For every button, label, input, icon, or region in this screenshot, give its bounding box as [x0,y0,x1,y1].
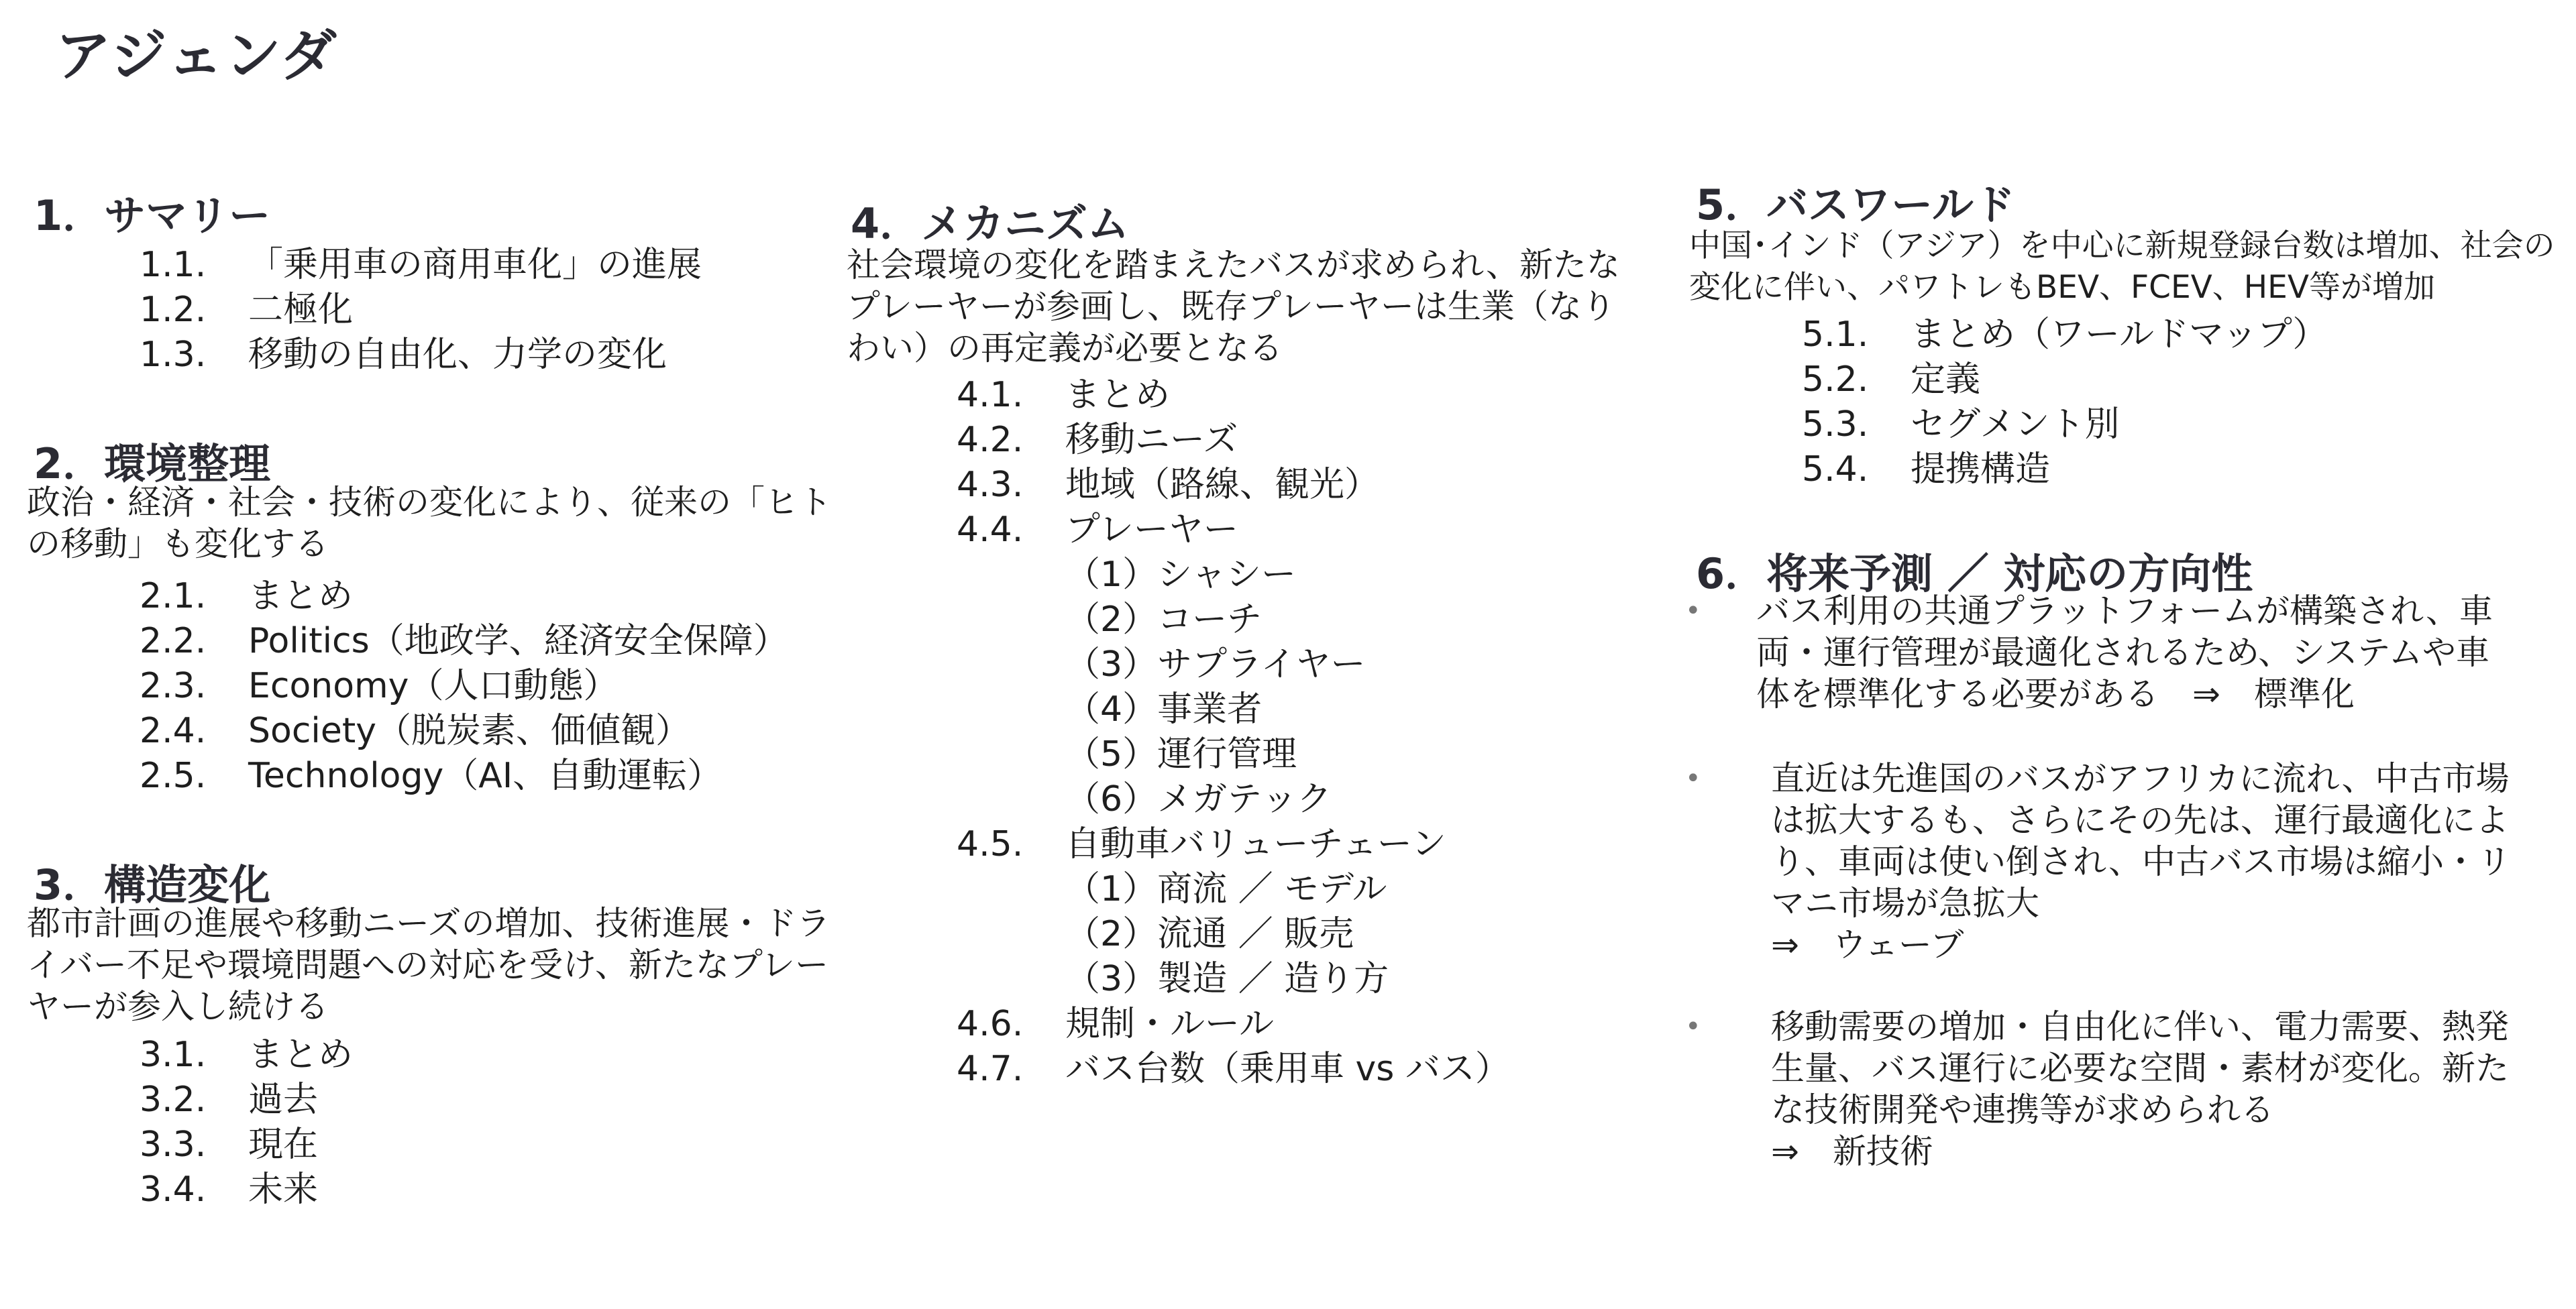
list-item: 1.3. 移動の自由化、力学の変化 [140,335,667,375]
list-item: 5.2. 定義 [1802,359,1981,400]
page-title: アジェンダ [55,23,338,89]
section-4-heading: 4．メカニズム [851,199,1130,248]
section-3-list [140,1033,353,1212]
list-item: （2）コーチ [1065,600,1263,640]
list-item: 3.2. 過去 [140,1080,319,1120]
list-item: 5.3. セグメント別 [1802,404,2120,445]
section-2-heading: 2．環境整理 [34,439,271,488]
list-item: 2.2. Politics（地政学、経済安全保障） [140,621,788,661]
section-4-description: 社会環境の変化を踏まえたバスが求められ、新たな プレーヤーが参画し、既存プレーヤーは生業（なり わい）の再定義が必要となる [847,245,1620,367]
section-6-heading: 6．将来予測 ／ 対応の方向性 [1696,549,2253,598]
section-4-item-4-5 [957,822,1446,867]
list-item: 2.1. まとめ [140,576,354,616]
list-item: 4.1. まとめ [957,375,1171,415]
section-3-heading: 3．構造変化 [34,860,271,909]
list-item: 4.2. 移動ニーズ [957,420,1238,460]
list-item: 3.3. 現在 [140,1125,319,1165]
list-item: （3）サプライヤー [1065,644,1366,685]
section-6-bullet-3: 移動需要の増加・自由化に伴い、電力需要、熱発 生量、バス運行に必要な空間・素材が変化。新た な技術開発や連携等が求められる ⇒ 新技術 [1771,1007,2509,1171]
section-5-list [1802,312,2327,492]
list-item: 1.1. 「乗用車の商用車化」の進展 [140,245,702,285]
list-item: （6）メガテック [1065,779,1332,819]
list-item: 2.4. Society（脱炭素、価値観） [140,711,691,751]
list-item: （1）シャシー [1065,555,1297,595]
section-2-list [140,574,788,799]
list-item: 5.1. まとめ（ワールドマップ） [1802,315,2328,355]
section-4-chain-list [1065,867,1389,1002]
list-item: 3.1. まとめ [140,1035,354,1075]
section-6-bullet-1: バス利用の共通プラットフォームが構築され、車 両・運行管理が最適化されるため、システムや車 体を標準化する必要がある ⇒ 標準化 [1756,591,2493,714]
list-item: 4.6. 規制・ルール [957,1004,1274,1044]
bullet-icon: • [1685,595,1701,626]
section-3-description: 都市計画の進展や移動ニーズの増加、技術進展・ドラ イバー不足や環境問題への対応を受け、新たなプレー ヤーが参入し続ける [27,904,830,1026]
section-5-description: 中国･インド（アジア）を中心に新規登録台数は増加、社会の 変化に伴い、パワトレもBEV、FCEV、HEV等が増加 [1689,227,2555,306]
bullet-icon: • [1685,763,1701,794]
section-2-description: 政治・経済・社会・技術の変化により、従来の「ヒト の移動」も変化する [27,483,832,563]
section-6-bullet-2: 直近は先進国のバスがアフリカに流れ、中古市場 は拡大するも、さらにその先は、運行最適化によ り、車両は使い倒され、中古バス市場は縮小・リ マニ市場が急拡大 ⇒ ウェーブ [1771,759,2511,964]
section-4-list-tail [957,1002,1510,1092]
list-item: 5.4. 提携構造 [1802,449,2051,490]
list-item: 4.4. プレーヤー [957,510,1238,550]
list-item: 3.4. 未来 [140,1170,319,1210]
bullet-icon: • [1685,1011,1701,1042]
list-item: （4）事業者 [1065,689,1263,730]
section-1-heading: 1．サマリー [34,191,271,240]
section-5-heading: 5．バスワールド [1696,180,2015,229]
section-4-player-list [1065,553,1366,822]
section-4-list [957,373,1379,553]
list-item: 4.3. 地域（路線、観光） [957,465,1380,505]
list-item: （2）流通 ／ 販売 [1065,914,1354,954]
list-item: （1）商流 ／ モデル [1065,869,1387,909]
list-item: 2.5. Technology（AI、自動運転） [140,756,722,796]
section-1-list [140,243,702,378]
list-item: 1.2. 二極化 [140,290,354,330]
list-item: 4.5. 自動車バリューチェーン [957,824,1446,864]
list-item: 2.3. Economy（人口動態） [140,666,619,706]
list-item: （5）運行管理 [1065,734,1297,775]
list-item: 4.7. バス台数（乗用車 vs バス） [957,1049,1510,1089]
list-item: （3）製造 ／ 造り方 [1065,959,1389,999]
